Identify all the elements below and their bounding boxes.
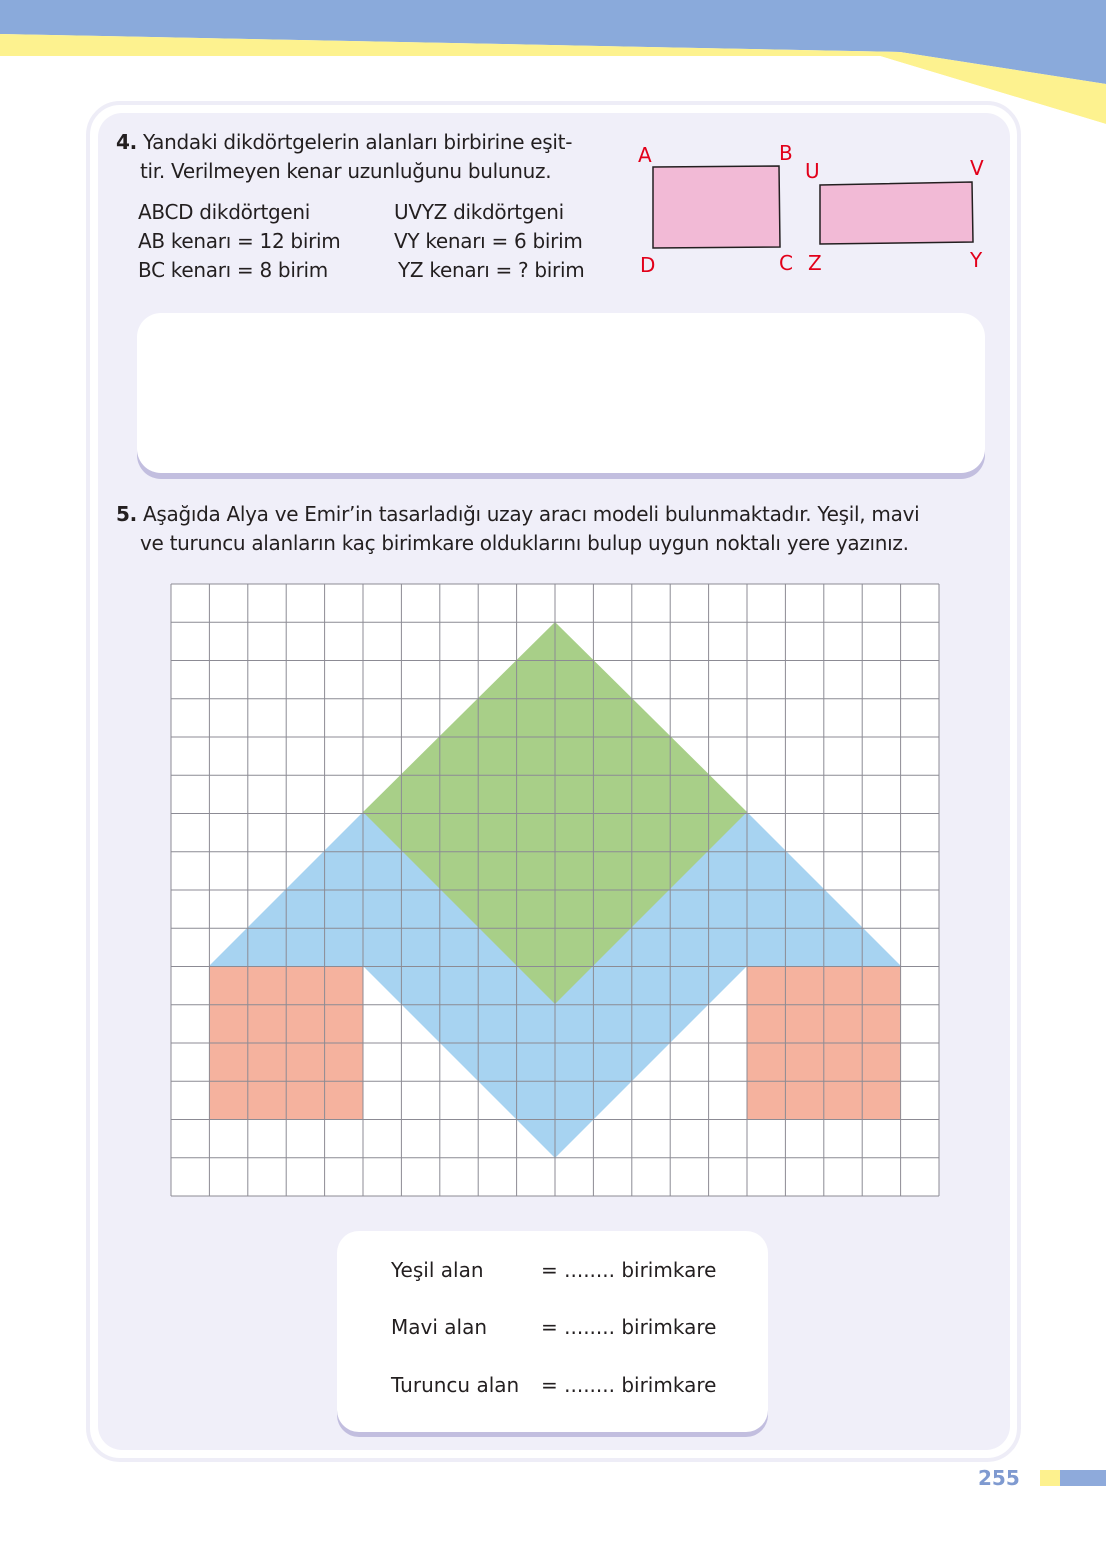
uvyz-info-line: VY kenarı = 6 birim [394, 229, 583, 253]
result-blank[interactable]: = ........ birimkare [541, 1258, 717, 1282]
page-number: 255 [978, 1466, 1020, 1490]
vertex-label-y: Y [970, 248, 983, 272]
question-4-text [116, 128, 606, 186]
uvyz-info-line: YZ kenarı = ? birim [398, 258, 585, 282]
page-tab-yellow [1040, 1470, 1060, 1486]
result-blank[interactable]: = ........ birimkare [541, 1373, 717, 1397]
result-label: Turuncu alan [391, 1373, 520, 1397]
result-row-green [391, 1257, 716, 1283]
question-4-line-1: Yandaki dikdörtgelerin alanları birbirine eşit- [142, 130, 573, 154]
page-tab-blue [1060, 1470, 1106, 1486]
question-5-number: 5. [116, 502, 137, 526]
vertex-label-d: D [640, 253, 656, 277]
grid-lines [171, 584, 939, 1196]
question-4-number: 4. [116, 130, 137, 154]
result-blank[interactable]: = ........ birimkare [541, 1315, 717, 1339]
abcd-info-line: ABCD dikdörtgeni [138, 200, 311, 224]
result-box [337, 1231, 768, 1432]
rectangle-uvyz [820, 182, 973, 244]
question-4-line-2: tir. Verilmeyen kenar uzunluğunu bulunuz. [140, 159, 552, 183]
spaceship-grid [168, 582, 944, 1200]
abcd-info-line: AB kenarı = 12 birim [138, 229, 341, 253]
result-row-orange [391, 1372, 716, 1398]
question-5-line-2: ve turuncu alanların kaç birimkare olduklarını bulup uygun noktalı yere yazınız. [140, 531, 909, 555]
vertex-label-u: U [805, 159, 820, 183]
abcd-info-line: BC kenarı = 8 birim [138, 258, 328, 282]
abcd-info [138, 198, 340, 285]
answer-box[interactable] [137, 313, 985, 473]
result-label: Mavi alan [391, 1315, 488, 1339]
vertex-label-a: A [638, 143, 652, 167]
question-5-text [116, 500, 996, 558]
rectangle-abcd [653, 166, 780, 248]
vertex-label-v: V [970, 156, 984, 180]
uvyz-info [394, 198, 584, 285]
vertex-label-z: Z [808, 251, 822, 275]
uvyz-info-line: UVYZ dikdörtgeni [394, 200, 564, 224]
vertex-label-c: C [779, 251, 793, 275]
result-row-blue [391, 1314, 716, 1340]
question-5-line-1: Aşağıda Alya ve Emir’in tasarladığı uzay aracı modeli bulunmaktadır. Yeşil, mavi [142, 502, 920, 526]
vertex-label-b: B [779, 141, 793, 165]
result-label: Yeşil alan [391, 1258, 484, 1282]
